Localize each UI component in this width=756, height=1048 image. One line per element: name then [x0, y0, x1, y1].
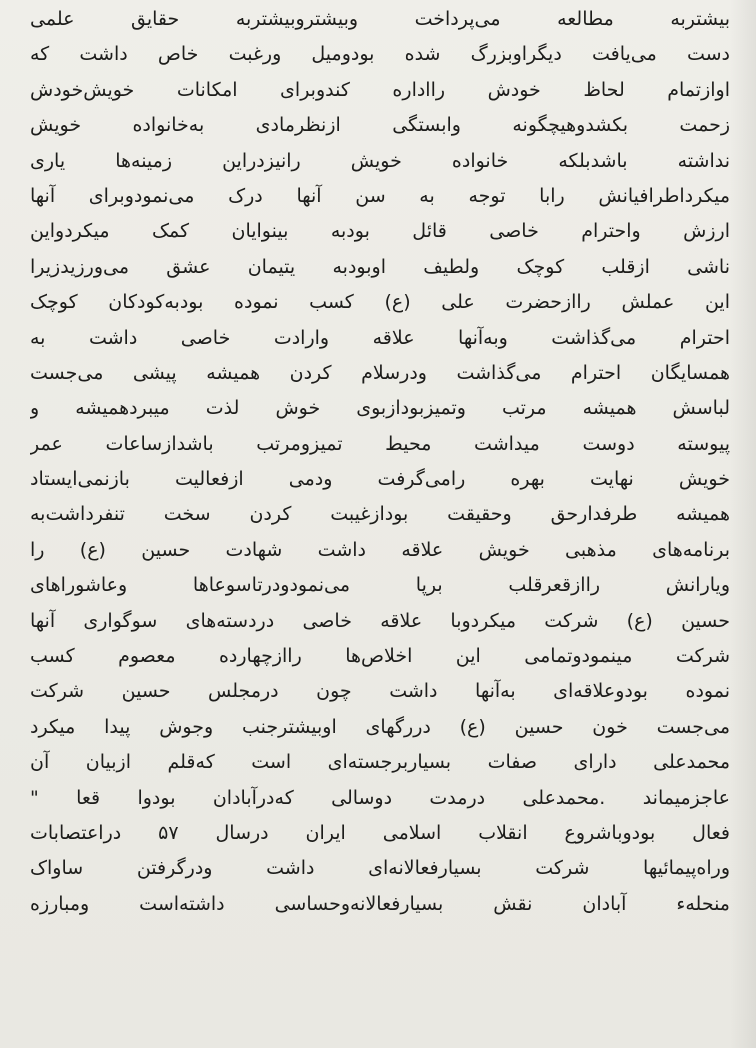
page-edge-shadow [730, 0, 756, 1048]
text-line: اوازتمام لحاظ خودش رااداره کندوبرای امکانات خویش‌خودش [30, 78, 730, 101]
text-line: وراه‌پیمائیها شرکت بسیارفعالانه‌ای داشت ودرگرفتن ساواک [30, 857, 730, 880]
body-text [30, 2, 730, 922]
text-line: ارزش واحترام خاصی قائل بودبه بینوایان کمک میکردواین [30, 220, 730, 243]
text-line: پیوسته دوست میداشت محیط تمیزومرتب باشدازساعات عمر [30, 432, 730, 455]
text-line: محمدعلی دارای صفات بسیاربرجسته‌ای است که‌قلم ازبیان آن [30, 751, 730, 774]
text-line: عاجزمیماند .محمدعلی درمدت دوسالی که‌درآبادان بودوا قعا " [30, 786, 730, 809]
text-line: فعال بودوباشروع انقلاب اسلامی ایران درسال ۵۷ دراعتصابات [30, 821, 730, 844]
text-line: نداشته باشدبلکه خانواده خویش رانیزدراین زمینه‌ها یاری [30, 149, 730, 172]
text-line: زحمت بکشدوهیچگونه وابستگی ازنظرمادی به‌خانواده خویش [30, 114, 730, 137]
text-line: همسایگان احترام می‌گذاشت ودرسلام کردن همیشه پیشی می‌جست [30, 361, 730, 384]
text-line: میکرداطرافیانش رابا توجه به سن آنها درک می‌نمودوبرای آنها [30, 184, 730, 207]
text-line: حسین (ع) شرکت میکردوبا علاقه خاصی دردسته‌های سوگواری آنها [30, 609, 730, 632]
text-line: شرکت مینمودوتمامی این اخلاص‌ها راازچهارده معصوم کسب [30, 645, 730, 668]
text-line: برنامه‌های مذهبی خویش علاقه داشت شهادت حسین (ع) را [30, 538, 730, 561]
text-line: منحله‌ء آبادان نقش بسیارفعالانه‌وحساسی داشته‌است ومبارزه [30, 892, 730, 915]
text-line: ناشی ازقلب کوچک ولطیف اوبودبه یتیمان عشق می‌ورزیدزیرا [30, 255, 730, 278]
text-line: همیشه طرفدارحق وحقیقت بودازغیبت کردن سخت تنفرداشت‌به [30, 503, 730, 526]
text-line: ویارانش راازقعرقلب برپا می‌نمودودرتاسوعاها وعاشوراهای [30, 574, 730, 597]
text-line: دست می‌یافت دیگراوبزرگ شده بودومیل ورغبت خاص داشت که [30, 43, 730, 66]
text-line: می‌جست خون حسین (ع) دررگهای اوبیشترجنب وجوش پیدا میکرد [30, 715, 730, 738]
text-line: احترام می‌گذاشت وبه‌آنها علاقه وارادت خاصی داشت به [30, 326, 730, 349]
text-line: لباسش همیشه مرتب وتمیزبودازبوی خوش لذت میبردهمیشه و [30, 397, 730, 420]
text-line: خویش نهایت بهره رامی‌گرفت ودمی ازفعالیت بازنمی‌ایستاد [30, 468, 730, 491]
text-line: بیشتربه مطالعه می‌پرداخت وبیشتروبیشتربه حقایق علمی [30, 8, 730, 30]
text-line: این عملش راازحضرت علی (ع) کسب نموده بودبه‌کودکان کوچک [30, 291, 730, 314]
text-line: نموده بودوعلاقه‌ای به‌آنها داشت چون درمجلس حسین شرکت [30, 680, 730, 703]
